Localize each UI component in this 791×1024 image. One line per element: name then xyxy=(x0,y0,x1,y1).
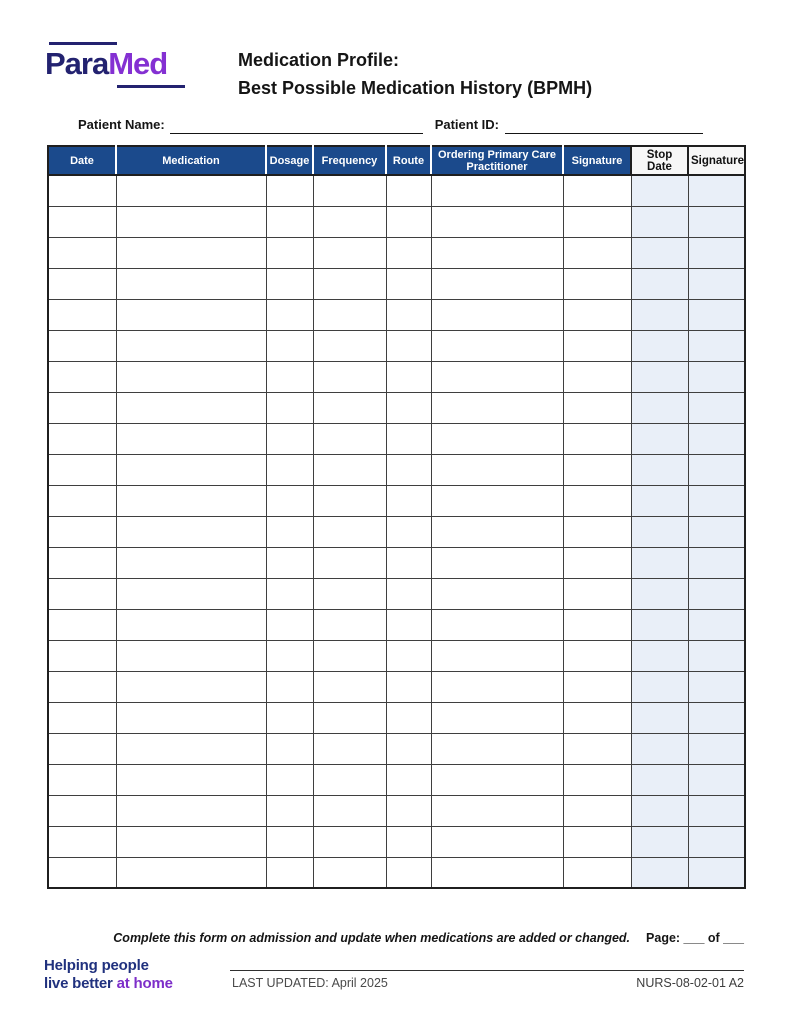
cell-route-row1 xyxy=(386,175,431,206)
cell-frequency-row7 xyxy=(313,361,386,392)
table-row xyxy=(48,516,745,547)
cell-signature-2-row5 xyxy=(688,299,745,330)
cell-ordering-primary-care-practitioner-row5 xyxy=(431,299,563,330)
cell-frequency-row5 xyxy=(313,299,386,330)
cell-date-row16 xyxy=(48,640,116,671)
cell-stop-date-row21 xyxy=(631,795,688,826)
cell-signature-2-row20 xyxy=(688,764,745,795)
cell-ordering-primary-care-practitioner-row18 xyxy=(431,702,563,733)
cell-dosage-row7 xyxy=(266,361,313,392)
cell-ordering-primary-care-practitioner-row3 xyxy=(431,237,563,268)
cell-dosage-row1 xyxy=(266,175,313,206)
cell-date-row12 xyxy=(48,516,116,547)
cell-signature-2-row21 xyxy=(688,795,745,826)
cell-route-row21 xyxy=(386,795,431,826)
cell-signature-row7 xyxy=(563,361,631,392)
cell-signature-2-row6 xyxy=(688,330,745,361)
cell-ordering-primary-care-practitioner-row11 xyxy=(431,485,563,516)
logo-bottom-rule xyxy=(117,85,185,88)
cell-frequency-row8 xyxy=(313,392,386,423)
table-row xyxy=(48,826,745,857)
cell-signature-2-row23 xyxy=(688,857,745,888)
cell-signature-row17 xyxy=(563,671,631,702)
cell-frequency-row9 xyxy=(313,423,386,454)
cell-route-row13 xyxy=(386,547,431,578)
cell-ordering-primary-care-practitioner-row7 xyxy=(431,361,563,392)
cell-date-row6 xyxy=(48,330,116,361)
cell-medication-row17 xyxy=(116,671,266,702)
cell-medication-row16 xyxy=(116,640,266,671)
table-row xyxy=(48,671,745,702)
cell-medication-row4 xyxy=(116,268,266,299)
cell-frequency-row23 xyxy=(313,857,386,888)
cell-stop-date-row12 xyxy=(631,516,688,547)
cell-ordering-primary-care-practitioner-row9 xyxy=(431,423,563,454)
table-row xyxy=(48,299,745,330)
logo-text-med: Med xyxy=(108,46,168,81)
cell-medication-row14 xyxy=(116,578,266,609)
cell-dosage-row10 xyxy=(266,454,313,485)
cell-frequency-row19 xyxy=(313,733,386,764)
cell-frequency-row20 xyxy=(313,764,386,795)
cell-dosage-row8 xyxy=(266,392,313,423)
cell-signature-2-row8 xyxy=(688,392,745,423)
cell-signature-row4 xyxy=(563,268,631,299)
cell-dosage-row2 xyxy=(266,206,313,237)
cell-ordering-primary-care-practitioner-row13 xyxy=(431,547,563,578)
cell-route-row11 xyxy=(386,485,431,516)
document-code: NURS-08-02-01 A2 xyxy=(636,976,744,990)
cell-signature-row11 xyxy=(563,485,631,516)
cell-ordering-primary-care-practitioner-row17 xyxy=(431,671,563,702)
page-title xyxy=(238,46,592,102)
cell-dosage-row22 xyxy=(266,826,313,857)
cell-medication-row11 xyxy=(116,485,266,516)
cell-date-row5 xyxy=(48,299,116,330)
cell-route-row6 xyxy=(386,330,431,361)
table-row xyxy=(48,547,745,578)
cell-stop-date-row2 xyxy=(631,206,688,237)
cell-route-row23 xyxy=(386,857,431,888)
cell-date-row17 xyxy=(48,671,116,702)
cell-dosage-row20 xyxy=(266,764,313,795)
column-header-dosage: Dosage xyxy=(266,146,313,175)
note-instruction: Complete this form on admission and update when medications are added or changed. xyxy=(113,931,631,945)
cell-date-row22 xyxy=(48,826,116,857)
cell-stop-date-row3 xyxy=(631,237,688,268)
table-row xyxy=(48,609,745,640)
patient-info-row xyxy=(78,116,703,134)
cell-date-row3 xyxy=(48,237,116,268)
column-header-signature-2: Signature xyxy=(688,146,745,175)
cell-dosage-row9 xyxy=(266,423,313,454)
table-row xyxy=(48,857,745,888)
logo-text-para: Para xyxy=(45,46,109,81)
cell-signature-row1 xyxy=(563,175,631,206)
page-title-line1: Medication Profile: xyxy=(238,50,400,70)
column-header-date: Date xyxy=(48,146,116,175)
cell-route-row20 xyxy=(386,764,431,795)
cell-route-row2 xyxy=(386,206,431,237)
cell-signature-row13 xyxy=(563,547,631,578)
cell-medication-row20 xyxy=(116,764,266,795)
cell-frequency-row17 xyxy=(313,671,386,702)
cell-ordering-primary-care-practitioner-row16 xyxy=(431,640,563,671)
cell-stop-date-row8 xyxy=(631,392,688,423)
cell-ordering-primary-care-practitioner-row20 xyxy=(431,764,563,795)
table-row xyxy=(48,733,745,764)
cell-medication-row19 xyxy=(116,733,266,764)
table-row xyxy=(48,206,745,237)
medication-table xyxy=(47,145,746,889)
patient-id-label: Patient ID: xyxy=(434,117,499,132)
cell-date-row21 xyxy=(48,795,116,826)
cell-frequency-row4 xyxy=(313,268,386,299)
cell-frequency-row10 xyxy=(313,454,386,485)
cell-route-row19 xyxy=(386,733,431,764)
cell-dosage-row3 xyxy=(266,237,313,268)
cell-dosage-row23 xyxy=(266,857,313,888)
column-header-frequency: Frequency xyxy=(313,146,386,175)
cell-signature-2-row13 xyxy=(688,547,745,578)
cell-frequency-row2 xyxy=(313,206,386,237)
cell-date-row18 xyxy=(48,702,116,733)
cell-stop-date-row17 xyxy=(631,671,688,702)
cell-signature-2-row16 xyxy=(688,640,745,671)
cell-ordering-primary-care-practitioner-row12 xyxy=(431,516,563,547)
cell-frequency-row22 xyxy=(313,826,386,857)
cell-stop-date-row23 xyxy=(631,857,688,888)
cell-stop-date-row10 xyxy=(631,454,688,485)
cell-stop-date-row20 xyxy=(631,764,688,795)
patient-name-label: Patient Name: xyxy=(78,117,165,132)
cell-ordering-primary-care-practitioner-row1 xyxy=(431,175,563,206)
table-header-row xyxy=(48,146,745,175)
cell-medication-row8 xyxy=(116,392,266,423)
paramed-logo xyxy=(45,42,195,81)
table-body xyxy=(48,175,745,888)
cell-signature-row23 xyxy=(563,857,631,888)
cell-ordering-primary-care-practitioner-row21 xyxy=(431,795,563,826)
page-title-line2: Best Possible Medication History (BPMH) xyxy=(238,78,593,98)
cell-frequency-row14 xyxy=(313,578,386,609)
cell-signature-2-row12 xyxy=(688,516,745,547)
table-row xyxy=(48,423,745,454)
column-header-ordering-primary-care-practitioner: Ordering Primary Care Practitioner xyxy=(431,146,563,175)
table-row xyxy=(48,578,745,609)
cell-signature-2-row3 xyxy=(688,237,745,268)
cell-signature-2-row2 xyxy=(688,206,745,237)
cell-stop-date-row7 xyxy=(631,361,688,392)
cell-stop-date-row9 xyxy=(631,423,688,454)
tagline-line1: Helping people xyxy=(44,957,149,974)
cell-date-row19 xyxy=(48,733,116,764)
cell-stop-date-row22 xyxy=(631,826,688,857)
cell-date-row7 xyxy=(48,361,116,392)
cell-frequency-row6 xyxy=(313,330,386,361)
tagline-line2-prefix: live better xyxy=(44,975,117,992)
cell-route-row3 xyxy=(386,237,431,268)
cell-medication-row9 xyxy=(116,423,266,454)
table-row xyxy=(48,237,745,268)
cell-signature-row9 xyxy=(563,423,631,454)
cell-signature-2-row4 xyxy=(688,268,745,299)
table-row xyxy=(48,175,745,206)
cell-route-row16 xyxy=(386,640,431,671)
cell-dosage-row16 xyxy=(266,640,313,671)
table-row xyxy=(48,361,745,392)
cell-dosage-row21 xyxy=(266,795,313,826)
page-counter: Page: ___ of ___ xyxy=(646,931,744,945)
cell-signature-row22 xyxy=(563,826,631,857)
table-row xyxy=(48,268,745,299)
cell-date-row1 xyxy=(48,175,116,206)
cell-medication-row23 xyxy=(116,857,266,888)
cell-ordering-primary-care-practitioner-row2 xyxy=(431,206,563,237)
cell-medication-row2 xyxy=(116,206,266,237)
cell-stop-date-row11 xyxy=(631,485,688,516)
cell-route-row7 xyxy=(386,361,431,392)
cell-signature-row21 xyxy=(563,795,631,826)
cell-signature-row18 xyxy=(563,702,631,733)
column-header-route: Route xyxy=(386,146,431,175)
cell-dosage-row12 xyxy=(266,516,313,547)
table-note xyxy=(47,931,744,945)
cell-signature-row15 xyxy=(563,609,631,640)
cell-stop-date-row13 xyxy=(631,547,688,578)
cell-stop-date-row16 xyxy=(631,640,688,671)
cell-dosage-row14 xyxy=(266,578,313,609)
cell-date-row11 xyxy=(48,485,116,516)
cell-signature-row5 xyxy=(563,299,631,330)
cell-medication-row18 xyxy=(116,702,266,733)
last-updated-text: LAST UPDATED: April 2025 xyxy=(232,976,388,990)
cell-frequency-row1 xyxy=(313,175,386,206)
cell-signature-2-row10 xyxy=(688,454,745,485)
cell-stop-date-row14 xyxy=(631,578,688,609)
cell-dosage-row17 xyxy=(266,671,313,702)
cell-signature-row3 xyxy=(563,237,631,268)
cell-date-row8 xyxy=(48,392,116,423)
cell-medication-row7 xyxy=(116,361,266,392)
cell-date-row2 xyxy=(48,206,116,237)
cell-signature-2-row9 xyxy=(688,423,745,454)
cell-medication-row22 xyxy=(116,826,266,857)
cell-medication-row15 xyxy=(116,609,266,640)
cell-date-row20 xyxy=(48,764,116,795)
table-row xyxy=(48,640,745,671)
cell-dosage-row6 xyxy=(266,330,313,361)
cell-signature-2-row11 xyxy=(688,485,745,516)
cell-signature-2-row15 xyxy=(688,609,745,640)
table-row xyxy=(48,485,745,516)
cell-ordering-primary-care-practitioner-row22 xyxy=(431,826,563,857)
cell-frequency-row16 xyxy=(313,640,386,671)
cell-signature-row2 xyxy=(563,206,631,237)
cell-frequency-row11 xyxy=(313,485,386,516)
cell-signature-row8 xyxy=(563,392,631,423)
cell-dosage-row11 xyxy=(266,485,313,516)
cell-medication-row21 xyxy=(116,795,266,826)
cell-signature-2-row14 xyxy=(688,578,745,609)
cell-ordering-primary-care-practitioner-row14 xyxy=(431,578,563,609)
logo-top-rule xyxy=(49,42,117,45)
cell-stop-date-row1 xyxy=(631,175,688,206)
cell-signature-2-row22 xyxy=(688,826,745,857)
table-row xyxy=(48,795,745,826)
cell-stop-date-row6 xyxy=(631,330,688,361)
logo-text xyxy=(45,42,195,81)
cell-route-row12 xyxy=(386,516,431,547)
column-header-stop-date: Stop Date xyxy=(631,146,688,175)
cell-medication-row13 xyxy=(116,547,266,578)
cell-medication-row12 xyxy=(116,516,266,547)
table-row xyxy=(48,454,745,485)
cell-route-row8 xyxy=(386,392,431,423)
cell-medication-row6 xyxy=(116,330,266,361)
column-header-signature: Signature xyxy=(563,146,631,175)
cell-signature-row16 xyxy=(563,640,631,671)
cell-signature-row10 xyxy=(563,454,631,485)
cell-ordering-primary-care-practitioner-row15 xyxy=(431,609,563,640)
column-header-medication: Medication xyxy=(116,146,266,175)
cell-medication-row3 xyxy=(116,237,266,268)
cell-frequency-row3 xyxy=(313,237,386,268)
cell-date-row4 xyxy=(48,268,116,299)
cell-date-row23 xyxy=(48,857,116,888)
cell-signature-2-row19 xyxy=(688,733,745,764)
cell-date-row13 xyxy=(48,547,116,578)
table-row xyxy=(48,330,745,361)
cell-route-row14 xyxy=(386,578,431,609)
table-row xyxy=(48,764,745,795)
cell-stop-date-row5 xyxy=(631,299,688,330)
cell-route-row18 xyxy=(386,702,431,733)
cell-route-row5 xyxy=(386,299,431,330)
cell-signature-row12 xyxy=(563,516,631,547)
cell-frequency-row13 xyxy=(313,547,386,578)
cell-ordering-primary-care-practitioner-row23 xyxy=(431,857,563,888)
cell-stop-date-row18 xyxy=(631,702,688,733)
cell-dosage-row18 xyxy=(266,702,313,733)
cell-ordering-primary-care-practitioner-row4 xyxy=(431,268,563,299)
cell-frequency-row18 xyxy=(313,702,386,733)
cell-date-row15 xyxy=(48,609,116,640)
cell-frequency-row12 xyxy=(313,516,386,547)
cell-route-row9 xyxy=(386,423,431,454)
cell-dosage-row13 xyxy=(266,547,313,578)
cell-date-row10 xyxy=(48,454,116,485)
patient-id-field xyxy=(505,117,703,134)
cell-stop-date-row4 xyxy=(631,268,688,299)
cell-ordering-primary-care-practitioner-row10 xyxy=(431,454,563,485)
cell-signature-row6 xyxy=(563,330,631,361)
cell-signature-2-row17 xyxy=(688,671,745,702)
cell-ordering-primary-care-practitioner-row19 xyxy=(431,733,563,764)
cell-frequency-row21 xyxy=(313,795,386,826)
cell-signature-2-row18 xyxy=(688,702,745,733)
cell-signature-2-row1 xyxy=(688,175,745,206)
table-row xyxy=(48,702,745,733)
cell-ordering-primary-care-practitioner-row6 xyxy=(431,330,563,361)
cell-route-row22 xyxy=(386,826,431,857)
cell-medication-row1 xyxy=(116,175,266,206)
cell-dosage-row4 xyxy=(266,268,313,299)
footer-divider xyxy=(230,970,744,971)
cell-medication-row5 xyxy=(116,299,266,330)
cell-date-row9 xyxy=(48,423,116,454)
cell-medication-row10 xyxy=(116,454,266,485)
cell-signature-row14 xyxy=(563,578,631,609)
cell-frequency-row15 xyxy=(313,609,386,640)
tagline-line2-accent: at home xyxy=(116,975,173,992)
cell-stop-date-row19 xyxy=(631,733,688,764)
cell-ordering-primary-care-practitioner-row8 xyxy=(431,392,563,423)
table-row xyxy=(48,392,745,423)
cell-signature-row19 xyxy=(563,733,631,764)
cell-date-row14 xyxy=(48,578,116,609)
cell-route-row4 xyxy=(386,268,431,299)
cell-dosage-row5 xyxy=(266,299,313,330)
cell-dosage-row19 xyxy=(266,733,313,764)
cell-stop-date-row15 xyxy=(631,609,688,640)
cell-dosage-row15 xyxy=(266,609,313,640)
cell-route-row17 xyxy=(386,671,431,702)
cell-route-row10 xyxy=(386,454,431,485)
cell-signature-row20 xyxy=(563,764,631,795)
cell-route-row15 xyxy=(386,609,431,640)
cell-signature-2-row7 xyxy=(688,361,745,392)
patient-name-field xyxy=(170,117,423,134)
